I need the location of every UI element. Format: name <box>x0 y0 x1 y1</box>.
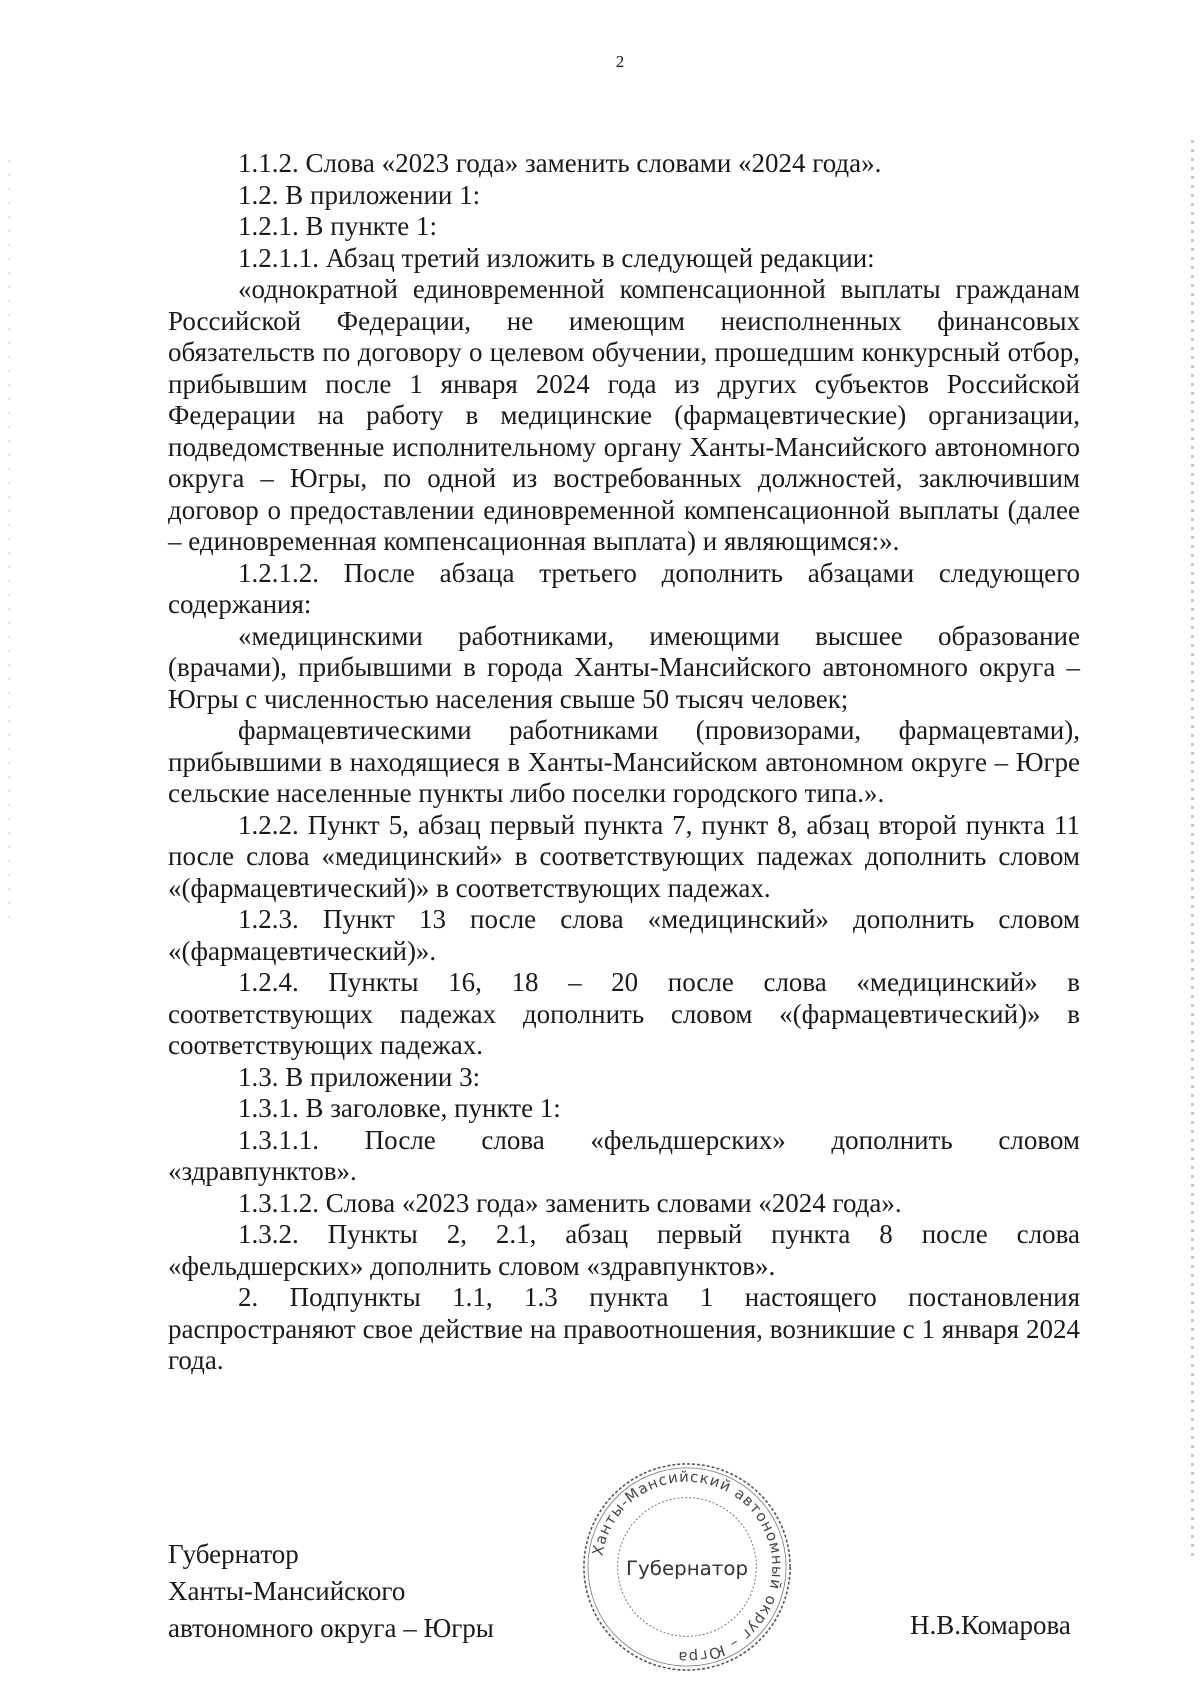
signatory-title-line-1: Губернатор <box>168 1539 299 1569</box>
paragraph-1-2-1-1: 1.2.1.1. Абзац третий изложить в следующей редакции: <box>238 242 875 273</box>
paragraph-1-2-1: 1.2.1. В пункте 1: <box>238 211 437 241</box>
paragraph-2: 2. Подпункты 1.1, 1.3 пункта 1 настоящего постановления распространяют свое действие на правоотношения, возникшие с 1 января 2024 года. <box>168 1282 1080 1375</box>
paragraph-1-2: 1.2. В приложении 1: <box>238 179 481 210</box>
paragraph-quote-compensation: «однократной единовременной компенсационной выплаты гражданам Российской Федерации, не имеющим неисполненных финансовых обязательств по договору о целевом обучении, прошедшим конкурсный отбор, прибывшим после 1 января 2024 года из других субъектов Российской Федерации на работу в медицинские (фармацевтические) организации, подведомственные исполнительному органу Ханты-Мансийского автономного округа – Югры, по одной из востребованных должностей, заключившим договор о предоставлении единовременной компенсационной выплаты (далее – единовременная компенсационная выплата) и являющимся:». <box>168 274 1080 556</box>
paragraph-quote-medical: «медицинскими работниками, имеющими высшее образование (врачами), прибывшими в города Ханты-Мансийского автономного округа – Югры с численностью населения свыше 50 тысяч человек; <box>168 620 1080 714</box>
paragraph-1-3-1-2: 1.3.1.2. Слова «2023 года» заменить словами «2024 года». <box>238 1187 902 1218</box>
signatory-title <box>168 1536 494 1647</box>
signatory-title-line-2: Ханты-Мансийского <box>168 1576 406 1606</box>
paragraph-1-3-2: 1.3.2. Пункты 2, 2.1, абзац первый пункта 8 после слова «фельдшерских» дополнить словом «здравпунктов». <box>168 1219 1080 1281</box>
scan-edge-marks <box>1191 140 1194 1560</box>
signatory-name: Н.В.Комарова <box>910 1610 1071 1640</box>
paragraph-1-3-1-1: 1.3.1.1. После слова «фельдшерских» дополнить словом «здравпунктов». <box>168 1124 1080 1186</box>
paragraph-1-1-2: 1.1.2. Слова «2023 года» заменить словами «2024 года». <box>238 148 882 178</box>
paragraph-quote-pharmaceutical: фармацевтическими работниками (провизорами, фармацевтами), прибывшими в находящиеся в Ханты-Мансийском автономном округе – Югре сельские населенные пункты либо поселки городского типа.». <box>168 715 1080 808</box>
paragraph-1-2-4: 1.2.4. Пункты 16, 18 – 20 после слова «медицинский» в соответствующих падежах дополнить словом «(фармацевтический)» в соответствующих падежах. <box>168 967 1080 1060</box>
paragraph-1-3: 1.3. В приложении 3: <box>238 1061 481 1092</box>
seal-ring-text: Ханты-Мансийский автономный округ – Югра <box>588 1467 787 1667</box>
page-number: 2 <box>615 52 625 71</box>
scan-edge-marks-left <box>8 160 10 920</box>
paragraph-1-2-1-2: 1.2.1.2. После абзаца третьего дополнить абзацами следующего содержания: <box>168 557 1080 619</box>
paragraph-1-2-3: 1.2.3. Пункт 13 после слова «медицинский» дополнить словом «(фармацевтический)». <box>168 904 1080 966</box>
document-body <box>168 148 1080 1377</box>
official-seal-stamp <box>578 1458 796 1676</box>
signatory-title-line-3: автономного округа – Югры <box>168 1613 494 1643</box>
paragraph-1-2-2: 1.2.2. Пункт 5, абзац первый пункта 7, пункт 8, абзац второй пункта 11 после слова «медицинский» в соответствующих падежах дополнить словом «(фармацевтический)» в соответствующих падежах. <box>168 809 1080 903</box>
paragraph-1-3-1: 1.3.1. В заголовке, пункте 1: <box>238 1093 561 1123</box>
seal-center-text: Губернатор <box>625 1556 749 1580</box>
